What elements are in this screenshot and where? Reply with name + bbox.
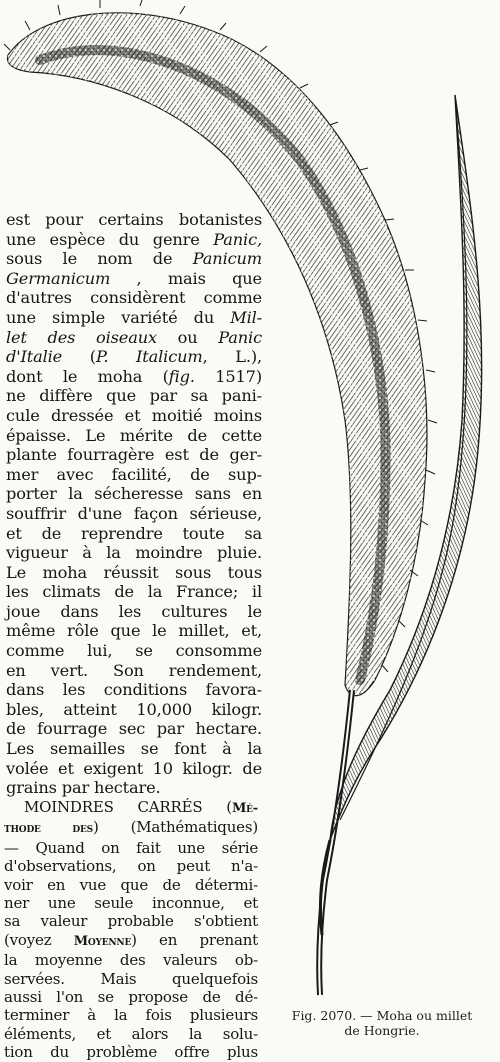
text-line: Germanicum , mais que [6,268,262,288]
article-text-moindres-carres [4,798,258,1062]
text-line: ne diffère que par sa pani- [6,386,262,406]
text-line: vigueur à la moindre pluie. [6,543,262,563]
text-line: dont le moha (fig. 1517) [6,366,262,386]
text-line: tion du problème offre plus [4,1043,258,1062]
text-line: de fourrage sec par hectare. [6,719,262,739]
text-line: mer avec facilité, de sup- [6,464,262,484]
text-line: thode des) (Mathématiques) [4,818,258,837]
text-line: Les semailles se font à la [6,739,262,759]
text-line: épaisse. Le mérite de cette [6,425,262,445]
entry-headword: MOINDRES CARRÉS (Mé- [24,798,258,816]
text-line: volée et exigent 10 kilogr. de [6,758,262,778]
text-line: une espèce du genre Panic, [6,229,262,249]
text-line: terminer à la fois plusieurs [4,1006,258,1025]
text-line: les climats de la France; il [6,582,262,602]
text-line: en vert. Son rendement, [6,660,262,680]
caption-line: Fig. 2070. — Moha ou millet [291,1008,473,1023]
text-line: souffrir d'une façon sérieuse, [6,503,262,523]
text-line: la moyenne des valeurs ob- [4,951,258,970]
text-line: est pour certains botanistes [6,210,262,229]
article-text-moha [6,210,262,798]
text-line: (voyez Moyenne) en prenant [4,930,258,949]
text-line: sous le nom de Panicum [6,249,262,269]
text-line: grains par hectare. [6,778,161,798]
text-line: porter la sécheresse sans en [6,484,262,504]
text-line: cule dressée et moitié moins [6,405,262,425]
text-line: plante fourragère est de ger- [6,445,262,465]
text-line: une simple variété du Mil- [6,307,262,327]
text-line: Le moha réussit sous tous [6,562,262,582]
figure-caption [266,1008,498,1038]
text-line: bles, atteint 10,000 kilogr. [6,699,262,719]
text-line: comme lui, se consomme [6,641,262,661]
text-line: d'observations, on peut n'a- [4,857,258,876]
text-line: d'Italie (P. Italicum, L.), [6,347,262,367]
text-line: éléments, et alors la solu- [4,1024,258,1043]
text-line: — Quand on fait une série [4,838,258,857]
text-line: ner une seule inconnue, et [4,894,258,913]
text-line: et de reprendre toute sa [6,523,262,543]
text-line: joue dans les cultures le [6,601,262,621]
text-line: voir en vue que de détermi- [4,875,258,894]
caption-line: de Hongrie. [344,1023,420,1038]
text-line: même rôle que le millet, et, [6,621,262,641]
text-line: let des oiseaux ou Panic [6,327,262,347]
text-line: d'autres considèrent comme [6,288,262,308]
text-line: dans les conditions favora- [6,680,262,700]
text-line: sa valeur probable s'obtient [4,912,258,931]
text-line: aussi l'on se propose de dé- [4,988,258,1007]
text-line: servées. Mais quelquefois [4,969,258,988]
